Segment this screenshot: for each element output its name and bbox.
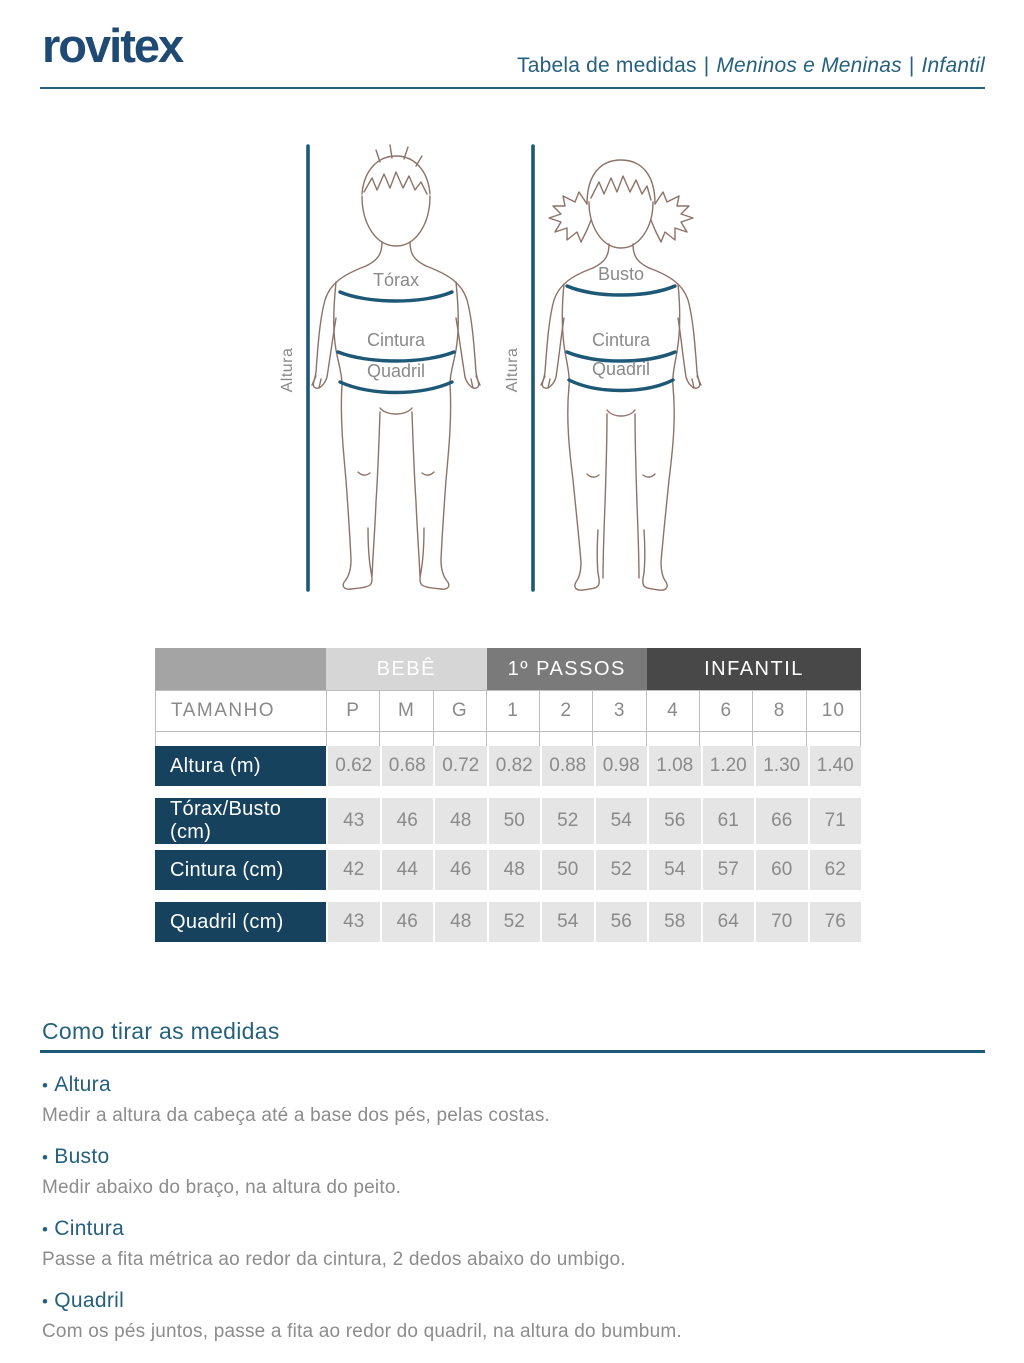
table-cell: 0.82 <box>487 746 541 786</box>
group-passos: 1º PASSOS <box>487 648 648 690</box>
girl-quadril-label: Quadril <box>591 359 651 379</box>
spacer-cell <box>647 732 700 746</box>
spacer-cell <box>156 732 327 746</box>
table-cell: 1.30 <box>754 746 808 786</box>
spacer-cell <box>753 732 806 746</box>
instruction-description: Passe a fita métrica ao redor da cintura, 2 dedos abaixo do umbigo. <box>42 1249 626 1270</box>
girl-altura-label: Altura <box>504 347 521 393</box>
table-cell: 1.08 <box>647 746 701 786</box>
spacer-cell <box>380 732 433 746</box>
girl-busto-label: Busto <box>597 264 645 284</box>
table-cell: 71 <box>808 798 862 844</box>
table-cell: 52 <box>540 798 594 844</box>
title-separator: | <box>703 54 710 77</box>
table-cell: 48 <box>433 798 487 844</box>
table-cell: 76 <box>808 902 862 942</box>
table-cell: 0.72 <box>433 746 487 786</box>
instruction-item-busto <box>42 1142 962 1200</box>
table-row-altura <box>155 746 861 786</box>
instruction-description: Medir abaixo do braço, na altura do peito. <box>42 1177 402 1198</box>
table-cell: 70 <box>754 902 808 942</box>
table-cell: 43 <box>326 902 380 942</box>
spacer-cell <box>700 732 753 746</box>
table-cell: 1.20 <box>701 746 755 786</box>
table-cell: 0.62 <box>326 746 380 786</box>
size-cell: 4 <box>647 691 700 731</box>
row-label: Cintura (cm) <box>155 850 326 890</box>
table-cell: 44 <box>380 850 434 890</box>
boy-altura-label: Altura <box>279 347 296 393</box>
table-size-row <box>155 690 861 732</box>
boy-quadril-band <box>340 382 452 393</box>
table-cell: 54 <box>647 850 701 890</box>
table-cell: 0.88 <box>540 746 594 786</box>
spacer-cell <box>593 732 646 746</box>
title-meninos: Meninos e Meninas <box>716 54 902 77</box>
size-cell: 1 <box>487 691 540 731</box>
table-cell: 46 <box>380 798 434 844</box>
instruction-term <box>42 1070 962 1101</box>
size-cell: 8 <box>753 691 806 731</box>
table-cell: 66 <box>754 798 808 844</box>
instruction-item-quadril <box>42 1286 962 1344</box>
group-empty-cell <box>155 648 326 690</box>
spacer-cell <box>487 732 540 746</box>
row-label: Quadril (cm) <box>155 902 326 942</box>
instructions-list <box>42 1070 962 1358</box>
table-cell: 60 <box>754 850 808 890</box>
boy-torax-band <box>340 292 452 301</box>
instruction-term <box>42 1142 962 1173</box>
title-separator: | <box>908 54 915 77</box>
table-cell: 57 <box>701 850 755 890</box>
table-row-quadril <box>155 902 861 942</box>
instructions-divider <box>40 1050 985 1053</box>
bullet-icon: • <box>42 1220 49 1239</box>
spacer-cell <box>434 732 487 746</box>
table-cell: 54 <box>594 798 648 844</box>
table-cell: 43 <box>326 798 380 844</box>
table-cell: 64 <box>701 902 755 942</box>
spacer-cell <box>807 732 860 746</box>
instruction-term-text: Quadril <box>54 1289 125 1312</box>
table-cell: 0.98 <box>594 746 648 786</box>
table-cell: 48 <box>487 850 541 890</box>
size-cell: 3 <box>593 691 646 731</box>
header-divider <box>40 87 985 89</box>
table-cell: 56 <box>647 798 701 844</box>
girl-busto-band <box>567 286 675 295</box>
table-cell: 62 <box>808 850 862 890</box>
size-cell: 6 <box>700 691 753 731</box>
title-infantil: Infantil <box>921 54 985 77</box>
boy-figure-illustration <box>278 130 490 602</box>
table-cell: 42 <box>326 850 380 890</box>
table-cell: 1.40 <box>808 746 862 786</box>
table-cell: 54 <box>540 902 594 942</box>
instruction-term-text: Altura <box>54 1073 111 1096</box>
size-table <box>155 648 861 942</box>
bullet-icon: • <box>42 1148 49 1167</box>
group-infantil: INFANTIL <box>647 648 861 690</box>
table-cell: 50 <box>540 850 594 890</box>
boy-quadril-label: Quadril <box>366 361 426 381</box>
table-cell: 50 <box>487 798 541 844</box>
instructions-heading: Como tirar as medidas <box>42 1018 280 1044</box>
table-cell: 46 <box>433 850 487 890</box>
rovitex-logo: rovitex <box>42 19 183 72</box>
instruction-item-altura <box>42 1070 962 1128</box>
bullet-icon: • <box>42 1076 49 1095</box>
table-cell: 46 <box>380 902 434 942</box>
table-spacer-row <box>155 732 861 746</box>
girl-quadril-band <box>569 380 673 391</box>
spacer-cell <box>540 732 593 746</box>
table-cell: 48 <box>433 902 487 942</box>
instruction-term <box>42 1214 962 1245</box>
boy-torax-label: Tórax <box>372 270 420 290</box>
spacer-cell <box>327 732 380 746</box>
title-tabela: Tabela de medidas <box>517 54 697 77</box>
size-cell: 2 <box>540 691 593 731</box>
table-row-cintura <box>155 850 861 890</box>
table-cell: 61 <box>701 798 755 844</box>
table-cell: 58 <box>647 902 701 942</box>
girl-cintura-label: Cintura <box>591 330 651 350</box>
girl-figure-illustration <box>503 130 715 602</box>
instruction-term <box>42 1286 962 1317</box>
page-title <box>517 54 985 78</box>
table-cell: 56 <box>594 902 648 942</box>
row-label: Tórax/Busto (cm) <box>155 798 326 844</box>
boy-cintura-band <box>338 352 454 361</box>
table-cell: 52 <box>487 902 541 942</box>
boy-cintura-label: Cintura <box>366 330 426 350</box>
group-bebe: BEBÊ <box>326 648 487 690</box>
instruction-term-text: Busto <box>54 1145 110 1168</box>
size-cell: M <box>380 691 433 731</box>
instruction-description: Com os pés juntos, passe a fita ao redor do quadril, na altura do bumbum. <box>42 1321 682 1342</box>
bullet-icon: • <box>42 1292 49 1311</box>
instruction-item-cintura <box>42 1214 962 1272</box>
size-cell: 10 <box>821 700 845 721</box>
size-cell: G <box>434 691 487 731</box>
table-row-torax-busto <box>155 798 861 843</box>
size-header: TAMANHO <box>156 691 327 731</box>
table-cell: 0.68 <box>380 746 434 786</box>
size-cell: P <box>327 691 380 731</box>
table-cell: 52 <box>594 850 648 890</box>
instruction-description: Medir a altura da cabeça até a base dos pés, pelas costas. <box>42 1105 551 1126</box>
row-label: Altura (m) <box>155 746 326 786</box>
instruction-term-text: Cintura <box>54 1217 125 1240</box>
table-group-header-row <box>155 648 861 690</box>
